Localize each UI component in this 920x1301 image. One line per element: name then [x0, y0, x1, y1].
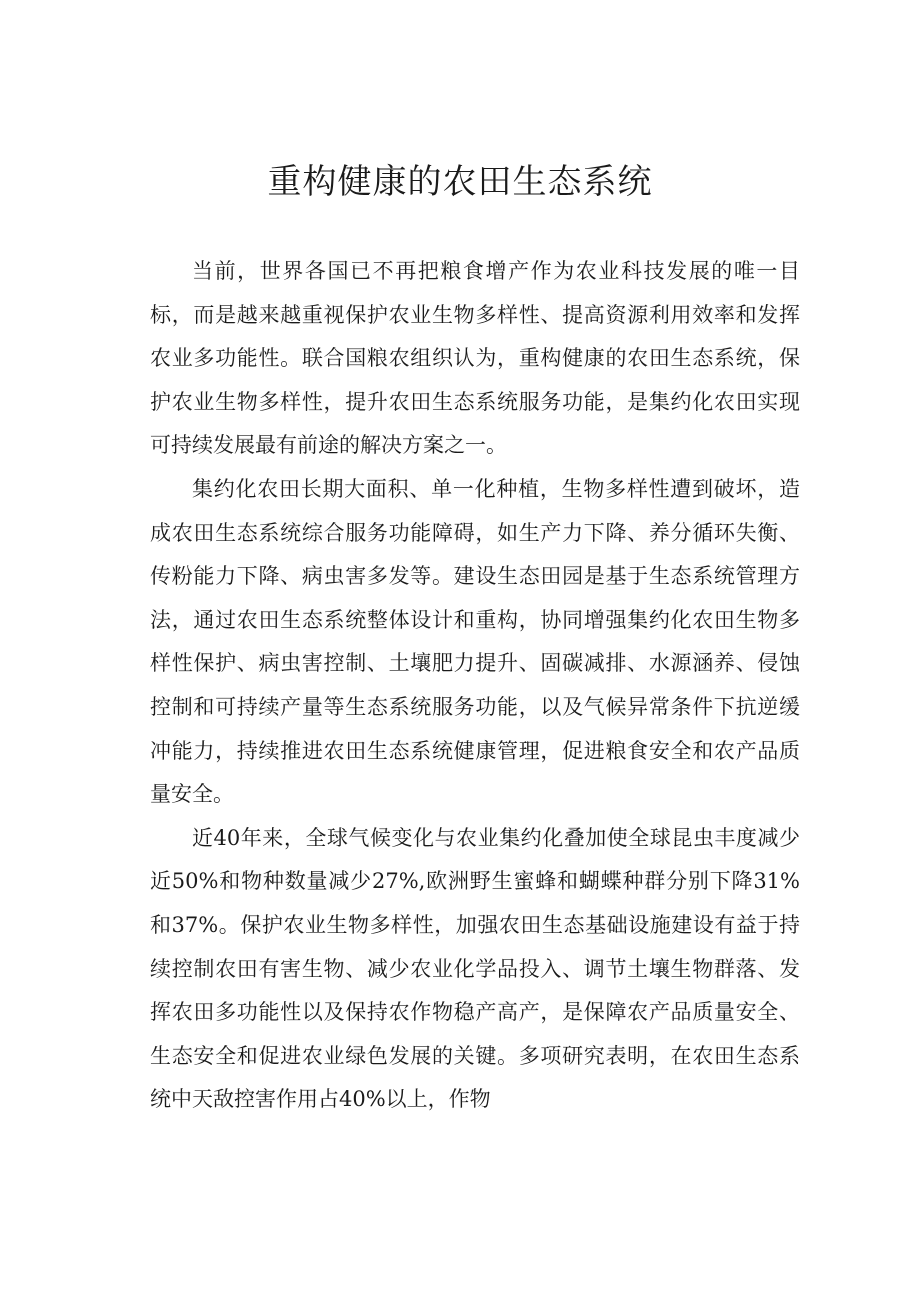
paragraph-3: 近40年来，全球气候变化与农业集约化叠加使全球昆虫丰度减少近50%和物种数量减少27%,欧洲野生蜜蜂和蝴蝶种群分别下降31%和37%。保护农业生物多样性，加强农田生态基础设施建设有益于持续控制农田有害生物、减少农业化学品投入、调节土壤生物群落、发挥农田多功能性以及保持农作物稳产高产，是保障农产品质量安全、生态安全和促进农业绿色发展的关键。多项研究表明，在农田生态系统中天敌控害作用占40%以上，作物: [150, 825, 800, 1112]
paragraph-2: 集约化农田长期大面积、单一化种植，生物多样性遭到破坏，造成农田生态系统综合服务功能障碍，如生产力下降、养分循环失衡、传粉能力下降、病虫害多发等。建设生态田园是基于生态系统管理方法，通过农田生态系统整体设计和重构，协同增强集约化农田生物多样性保护、病虫害控制、土壤肥力提升、固碳减排、水源涵养、侵蚀控制和可持续产量等生态系统服务功能，以及气候异常条件下抗逆缓冲能力，持续推进农田生态系统健康管理，促进粮食安全和农产品质量安全。: [150, 476, 800, 807]
document-body: [150, 250, 800, 1122]
paragraph-1: 当前，世界各国已不再把粮食增产作为农业科技发展的唯一目标，而是越来越重视保护农业生物多样性、提高资源利用效率和发挥农业多功能性。联合国粮农组织认为，重构健康的农田生态系统，保护农业生物多样性，提升农田生态系统服务功能，是集约化农田实现可持续发展最有前途的解决方案之一。: [150, 259, 800, 458]
page-title: 重构健康的农田生态系统: [267, 162, 653, 202]
